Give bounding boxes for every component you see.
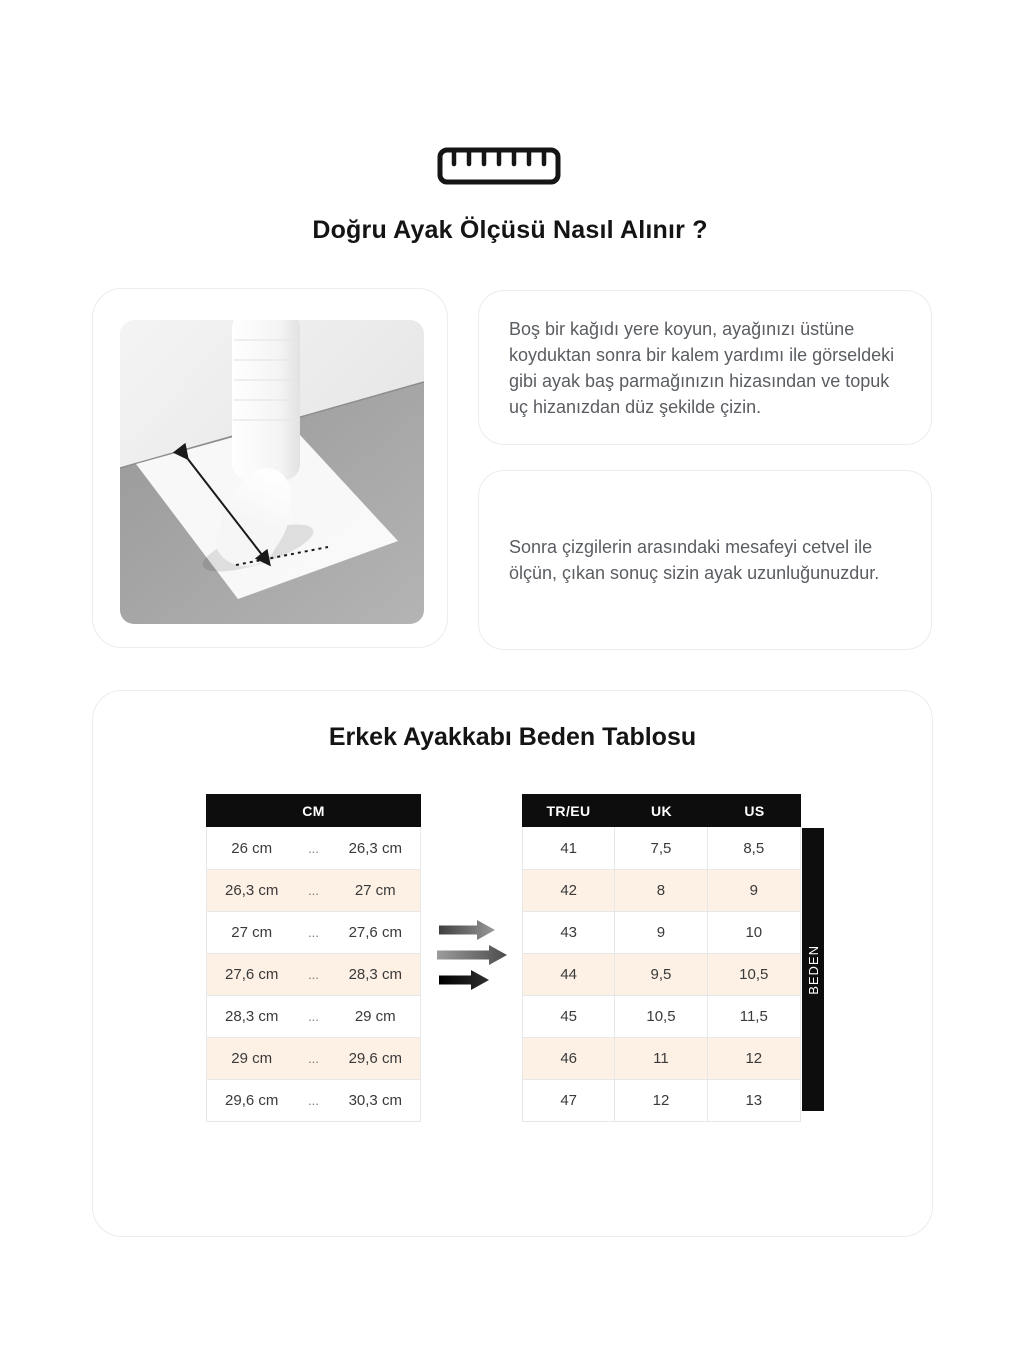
- size-table-rows: [522, 827, 801, 1122]
- size-table-card: [92, 690, 933, 1237]
- size-cell: 9: [749, 882, 758, 899]
- size-cell: 41: [523, 827, 615, 869]
- table-row: [207, 869, 420, 911]
- cm-to: 29,6 cm: [348, 1050, 402, 1067]
- range-separator: ...: [308, 925, 319, 940]
- cm-from: 28,3 cm: [225, 1008, 279, 1025]
- cm-to: 30,3 cm: [348, 1092, 402, 1109]
- table-row: [523, 827, 800, 869]
- cm-to: 26,3 cm: [348, 839, 402, 857]
- cm-from: 26,3 cm: [225, 882, 279, 899]
- range-separator: ...: [308, 883, 319, 898]
- size-cell: 7,5: [615, 827, 707, 869]
- table-row: [207, 995, 420, 1037]
- cm-to: 29 cm: [354, 1008, 396, 1025]
- cm-from: 26 cm: [231, 839, 273, 857]
- foot-measurement-photo: [120, 320, 424, 624]
- instruction-card-1: [478, 290, 932, 445]
- cm-from: 27,6 cm: [225, 966, 279, 983]
- size-table-header-row: [522, 794, 801, 827]
- size-cell: 11,5: [739, 1008, 768, 1025]
- convert-arrows-icon: [437, 919, 507, 991]
- range-separator: ...: [308, 840, 319, 856]
- table-row: [207, 1079, 420, 1121]
- cm-table: [206, 794, 421, 1122]
- column-header-uk: UK: [650, 802, 672, 819]
- size-cell: 11: [615, 1038, 707, 1079]
- size-cell: 12: [745, 1050, 763, 1067]
- column-header-treu: TR/EU: [546, 802, 591, 819]
- table-row: [207, 953, 420, 995]
- instruction-step-1: Boş bir kağıdı yere koyun, ayağınızı üstüne koyduktan sonra bir kalem yardımı ile görseldeki gibi ayak baş parmağınızın hizasından ve topuk uç hizanızdan düz şekilde çizin.: [509, 319, 895, 417]
- cm-table-header: CM: [206, 794, 421, 827]
- size-cell: 47: [523, 1080, 615, 1121]
- size-cell: 13: [745, 1092, 763, 1109]
- size-cell: 42: [523, 870, 615, 911]
- size-cell: 44: [523, 954, 615, 995]
- international-size-table: [522, 794, 801, 1122]
- column-header-us: US: [744, 802, 765, 819]
- size-cell: 9: [615, 912, 707, 953]
- cm-table-rows: [206, 827, 421, 1122]
- beden-side-bar: [802, 828, 824, 1111]
- size-cell: 46: [523, 1038, 615, 1079]
- range-separator: ...: [308, 1051, 319, 1066]
- measurement-photo-card: [92, 288, 448, 648]
- size-cell: 8: [615, 870, 707, 911]
- size-cell: 10,5: [739, 966, 769, 983]
- ruler-icon: [437, 147, 561, 185]
- beden-label: BEDEN: [805, 944, 821, 995]
- size-cell: 12: [615, 1080, 707, 1121]
- table-row: [207, 911, 420, 953]
- size-cell: 43: [523, 912, 615, 953]
- size-cell: 10,5: [615, 996, 707, 1037]
- cm-from: 27 cm: [231, 924, 273, 941]
- cm-from: 29 cm: [231, 1050, 273, 1067]
- table-row: [523, 1079, 800, 1121]
- size-cell: 8,5: [743, 839, 765, 857]
- table-row: [523, 995, 800, 1037]
- table-row: [523, 953, 800, 995]
- cm-to: 28,3 cm: [348, 966, 402, 983]
- table-row: [207, 1037, 420, 1079]
- table-row: [523, 869, 800, 911]
- range-separator: ...: [308, 1009, 319, 1024]
- size-cell: 9,5: [615, 954, 707, 995]
- range-separator: ...: [308, 1093, 319, 1108]
- size-cell: 45: [523, 996, 615, 1037]
- table-row: [523, 1037, 800, 1079]
- table-row: [207, 827, 420, 869]
- cm-from: 29,6 cm: [225, 1092, 279, 1109]
- size-cell: 10: [745, 924, 763, 941]
- table-row: [523, 911, 800, 953]
- size-table-title: Erkek Ayakkabı Beden Tablosu: [328, 723, 697, 751]
- range-separator: ...: [308, 967, 319, 982]
- cm-to: 27,6 cm: [348, 924, 402, 941]
- instruction-step-2: Sonra çizgilerin arasındaki mesafeyi cetvel ile ölçün, çıkan sonuç sizin ayak uzunluğunuzdur.: [509, 537, 880, 583]
- page-title: Doğru Ayak Ölçüsü Nasıl Alınır ?: [312, 216, 708, 244]
- instruction-card-2: [478, 470, 932, 650]
- cm-to: 27 cm: [354, 882, 396, 899]
